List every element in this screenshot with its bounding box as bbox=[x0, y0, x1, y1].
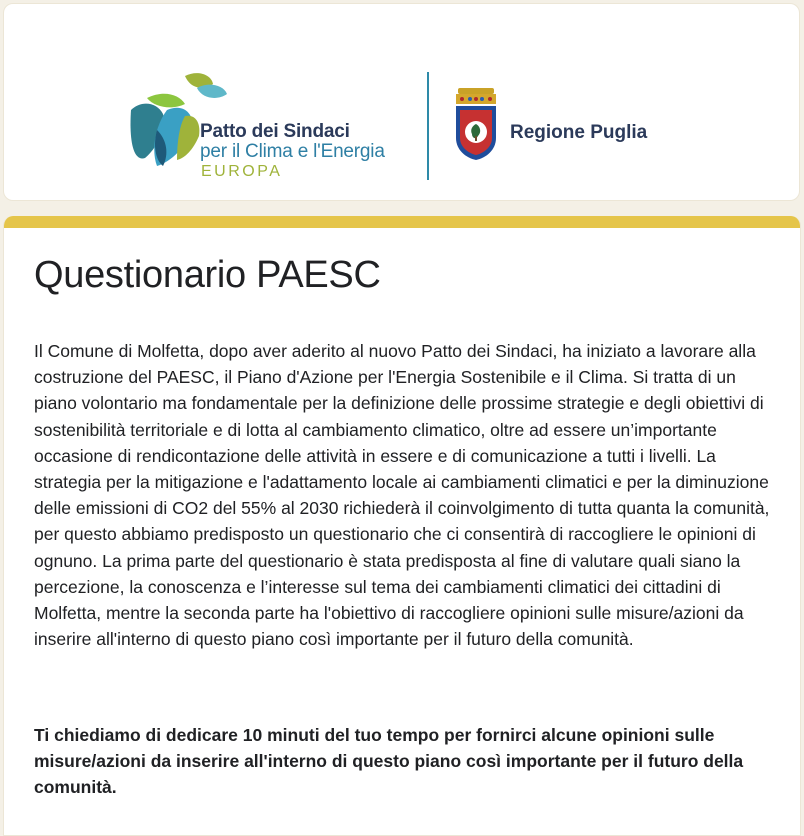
logo-divider bbox=[427, 72, 429, 180]
form-call-to-action: Ti chiediamo di dedicare 10 minuti del tuo tempo per fornirci alcune opinioni sulle misure/azioni da inserire all'interno di questo piano così importante per il futuro della comunità. bbox=[34, 725, 744, 798]
form-accent-bar bbox=[4, 216, 800, 228]
pds-logo-line3: EUROPA bbox=[201, 163, 283, 180]
pds-logo-line2: per il Clima e l'Energia bbox=[200, 141, 385, 162]
header-banner bbox=[3, 3, 800, 201]
form-header-card bbox=[3, 216, 801, 836]
form-title: Questionario PAESC bbox=[34, 254, 381, 296]
regione-puglia-crest-icon bbox=[452, 86, 500, 162]
regione-puglia-label: Regione Puglia bbox=[510, 122, 648, 143]
form-description: Il Comune di Molfetta, dopo aver aderito al nuovo Patto dei Sindaci, ha iniziato a lavorare alla costruzione del PAESC, il Piano d'Azione per l'Energia Sostenibile e il Clima. Si tratta di un piano volontario ma fondamentale per la definizione delle prossime strategie e degli obiettivi di sostenibilità territoriale e di lotta al cambiamento climatico, oltre ad essere un’importante occasione di rendicontazione delle attività in essere e di comunicazione a tutti i livelli. La strategia per la mitigazione e l'adattamento locale ai cambiamenti climatici e per la diminuzione delle emissioni di CO2 del 55% al 2030 richiederà il coinvolgimento di tutta quanta la comunità, per questo abbiamo predisposto un questionario che ci consentirà di raccogliere le opinioni di ognuno. La prima parte del questionario è stata predisposta al fine di valutare quali siano la percezione, la conoscenza e l’interesse sul tema dei cambiamenti climatici dei cittadini di Molfetta, mentre la seconda parte ha l'obiettivo di raccogliere opinioni sulle misure/azioni da inserire all'interno di questo piano così importante per il futuro della comunità. bbox=[34, 341, 770, 650]
pds-logo-line1: Patto dei Sindaci bbox=[200, 121, 350, 142]
